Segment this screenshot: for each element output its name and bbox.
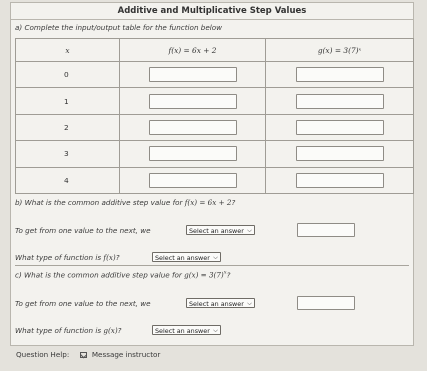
chevron-down-icon: ⌵	[213, 254, 218, 261]
x-value: 1	[16, 88, 120, 114]
part-c-step-select[interactable]: Select an answer ⌵	[186, 298, 255, 308]
g-value-input-0[interactable]	[296, 67, 384, 82]
part-c-step-text: To get from one value to the next, we	[15, 299, 151, 308]
chevron-down-icon: ⌵	[247, 300, 252, 307]
question-title: Additive and Multiplicative Step Values	[117, 6, 307, 16]
part-b-step-input[interactable]	[297, 223, 355, 237]
part-b-question: b) What is the common additive step value for f(x) = 6x + 2?	[15, 198, 236, 207]
part-b-type-question: What type of function is f(x)?	[15, 253, 120, 262]
part-b-step-text: To get from one value to the next, we	[15, 226, 151, 235]
f-value-input-0[interactable]	[149, 67, 237, 82]
part-c-step-input[interactable]	[297, 296, 355, 310]
x-value: 4	[16, 167, 120, 193]
part-b-type-select[interactable]: Select an answer ⌵	[152, 252, 221, 262]
g-value-input-4[interactable]	[296, 173, 384, 188]
part-a-prompt: a) Complete the input/output table for the function below	[15, 23, 223, 32]
table-row	[16, 167, 414, 193]
g-value-input-3[interactable]	[296, 146, 384, 161]
table-header-row	[16, 39, 414, 62]
title-divider	[11, 19, 413, 20]
io-table	[15, 38, 414, 194]
part-c-question: c) What is the common additive step value for $g(x) = 3(7)^x$?	[15, 270, 231, 280]
mail-icon[interactable]	[80, 352, 87, 358]
column-header-f: f(x) = 6x + 2	[120, 39, 266, 62]
f-value-input-2[interactable]	[149, 120, 237, 135]
g-value-input-1[interactable]	[296, 94, 384, 109]
table-row	[16, 88, 414, 114]
f-value-input-4[interactable]	[149, 173, 237, 188]
f-value-input-3[interactable]	[149, 146, 237, 161]
column-header-g: g(x) = 3(7)ˣ	[266, 39, 414, 62]
question-help	[16, 350, 160, 359]
f-value-input-1[interactable]	[149, 94, 237, 109]
part-b-step-select[interactable]: Select an answer ⌵	[186, 225, 255, 235]
chevron-down-icon: ⌵	[247, 227, 252, 234]
section-divider	[15, 265, 409, 266]
table-row	[16, 62, 414, 88]
question-help-label: Question Help:	[16, 350, 70, 359]
question-panel	[10, 2, 414, 346]
x-value: 0	[16, 62, 120, 88]
part-c-type-question: What type of function is g(x)?	[15, 326, 122, 335]
chevron-down-icon: ⌵	[213, 327, 218, 334]
table-row	[16, 114, 414, 140]
column-header-x: x	[16, 39, 120, 62]
x-value: 2	[16, 114, 120, 140]
x-value: 3	[16, 141, 120, 167]
table-row	[16, 141, 414, 167]
g-value-input-2[interactable]	[296, 120, 384, 135]
message-instructor-link[interactable]: Message instructor	[91, 350, 161, 359]
part-c-type-select[interactable]: Select an answer ⌵	[152, 325, 221, 335]
